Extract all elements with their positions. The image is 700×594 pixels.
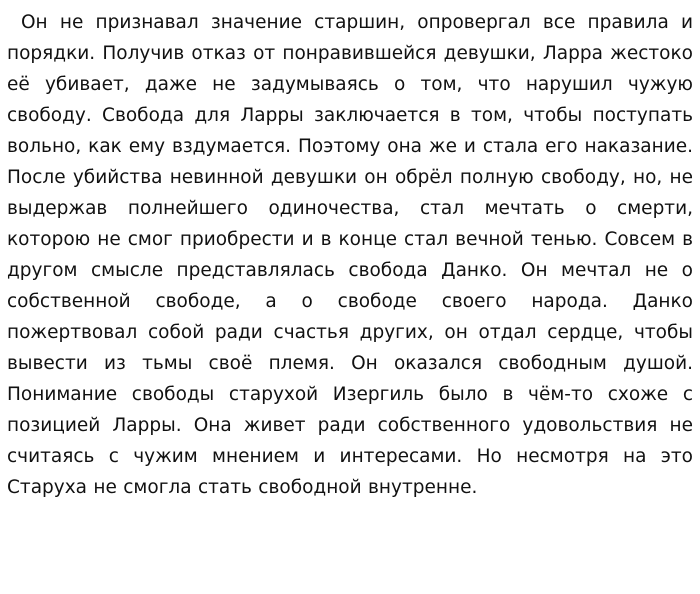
document-body [7, 7, 693, 503]
essay-paragraph: Он не признавал значение старшин, опровергал все правила и порядки. Получив отказ от понравившейся девушки, Ларра жестоко её убивает, даже не задумываясь о том, что нарушил чужую свободу. Свобода для Ларры заключается в том, чтобы поступать вольно, как ему вздумается. Поэтому она же и стала его наказание. После убийства невинной девушки он обрёл полную свободу, но, не выдержав полнейшего одиночества, стал мечтать о смерти, которою не смог приобрести и в конце стал вечной тенью. Совсем в другом смысле представлялась свобода Данко. Он мечтал не о собственной свободе, а о свободе своего народа. Данко пожертвовал собой ради счастья других, он отдал сердце, чтобы вывести из тьмы своё племя. Он оказался свободным душой. Понимание свободы старухой Изергиль было в чём-то схоже с позицией Ларры. Она живет ради собственного удовольствия не считаясь с чужим мнением и интересами. Но несмотря на это Старуха не смогла стать свободной внутренне. [7, 12, 693, 498]
